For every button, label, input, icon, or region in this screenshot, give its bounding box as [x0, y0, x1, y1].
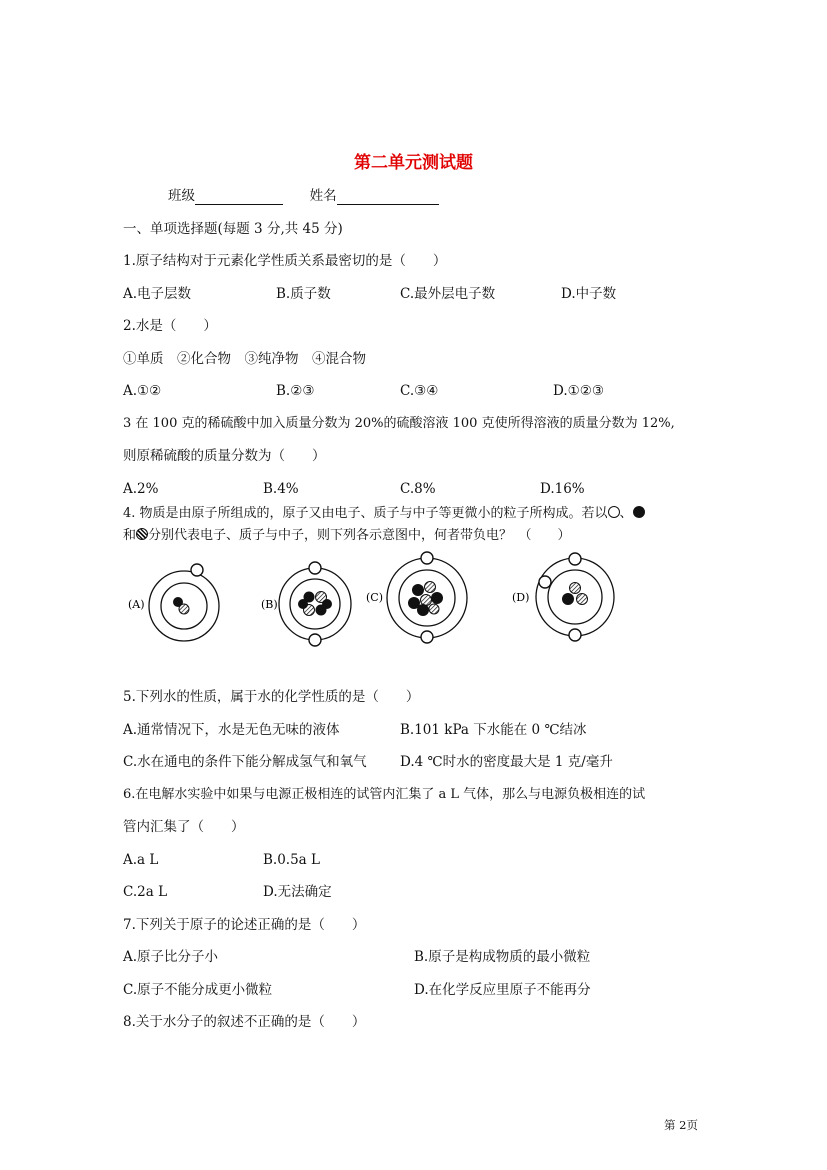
q6-stem-line1: 6.在电解水实验中如果与电源正极相连的试管内汇集了 a L 气体，那么与电源负极相连的试: [123, 787, 646, 802]
q6-option-c: C.2a L: [123, 884, 168, 900]
q7-option-b: B.原子是构成物质的最小微粒: [414, 949, 591, 965]
q3-option-c: C.8%: [400, 481, 436, 497]
q2-option-b: B.②③: [276, 383, 315, 399]
q6-option-d: D.无法确定: [263, 884, 332, 900]
q3-option-d: D.16%: [540, 481, 585, 497]
q2-items: ①单质 ②化合物 ③纯净物 ④混合物: [123, 351, 366, 367]
q6-option-a: A.a L: [123, 852, 159, 868]
atom-diagram-d: [512, 553, 614, 641]
atom-diagram-a: [128, 564, 219, 641]
q7-option-a: A.原子比分子小: [123, 949, 219, 965]
diagram-label-c: (C): [366, 591, 383, 604]
page-title: 第二单元测试题: [354, 153, 473, 173]
q1-option-c: C.最外层电子数: [400, 286, 496, 302]
q1-option-b: B.质子数: [276, 286, 331, 302]
q6-stem-line2: 管内汇集了（ ）: [123, 819, 245, 835]
diagram-label-a: (A): [128, 598, 145, 611]
diagram-label-d: (D): [512, 591, 530, 604]
q2-option-a: A.①②: [123, 383, 162, 399]
q4-and: 和: [123, 528, 137, 543]
q2-option-c: C.③④: [400, 383, 439, 399]
section-heading: 一、单项选择题(每题 3 分,共 45 分): [123, 221, 343, 237]
q2-option-d: D.①②③: [553, 383, 604, 399]
q4-separator: 、: [619, 506, 633, 521]
q1-option-d: D.中子数: [561, 286, 617, 302]
q3-stem-line1: 3 在 100 克的稀硫酸中加入质量分数为 20%的硫酸溶液 100 克使所得溶液的质量分数为 12%,: [123, 416, 675, 431]
q7-option-d: D.在化学反应里原子不能再分: [414, 982, 591, 998]
q1-option-a: A.电子层数: [123, 286, 192, 302]
class-label: 班级: [168, 188, 195, 204]
q7-stem: 7.下列关于原子的论述正确的是（ ）: [123, 917, 366, 933]
atom-diagram-b: [261, 562, 351, 646]
q7-option-c: C.原子不能分成更小微粒: [123, 982, 273, 998]
q1-stem: 1.原子结构对于元素化学性质关系最密切的是（ ）: [123, 253, 447, 269]
q3-option-a: A.2%: [123, 481, 159, 497]
q5-option-d: D.4 ℃时水的密度最大是 1 克/毫升: [400, 754, 613, 770]
q8-stem: 8.关于水分子的叙述不正确的是（ ）: [123, 1014, 366, 1030]
q5-option-a: A.通常情况下，水是无色无味的液体: [123, 722, 340, 738]
q4-stem-text-2: 分别代表电子、质子与中子，则下列各示意图中，何者带负电？ （ ）: [148, 528, 571, 543]
q3-option-b: B.4%: [263, 481, 299, 497]
atom-diagram-c: [366, 552, 467, 643]
q3-stem-line2: 则原稀硫酸的质量分数为（ ）: [123, 448, 326, 464]
q6-option-b: B.0.5a L: [263, 852, 320, 868]
q4-stem-text: 4. 物质是由原子所组成的，原子又由电子、质子与中子等更微小的粒子所构成。若以: [123, 506, 608, 521]
diagram-label-b: (B): [261, 598, 278, 611]
name-label: 姓名: [309, 188, 337, 204]
q5-option-b: B.101 kPa 下水能在 0 ℃结冰: [400, 722, 587, 738]
q5-stem: 5.下列水的性质，属于水的化学性质的是（ ）: [123, 689, 420, 705]
page-number: 第 2页: [664, 1118, 698, 1132]
q2-stem: 2.水是（ ）: [123, 318, 217, 334]
q5-option-c: C.水在通电的条件下能分解成氢气和氧气: [123, 754, 367, 770]
